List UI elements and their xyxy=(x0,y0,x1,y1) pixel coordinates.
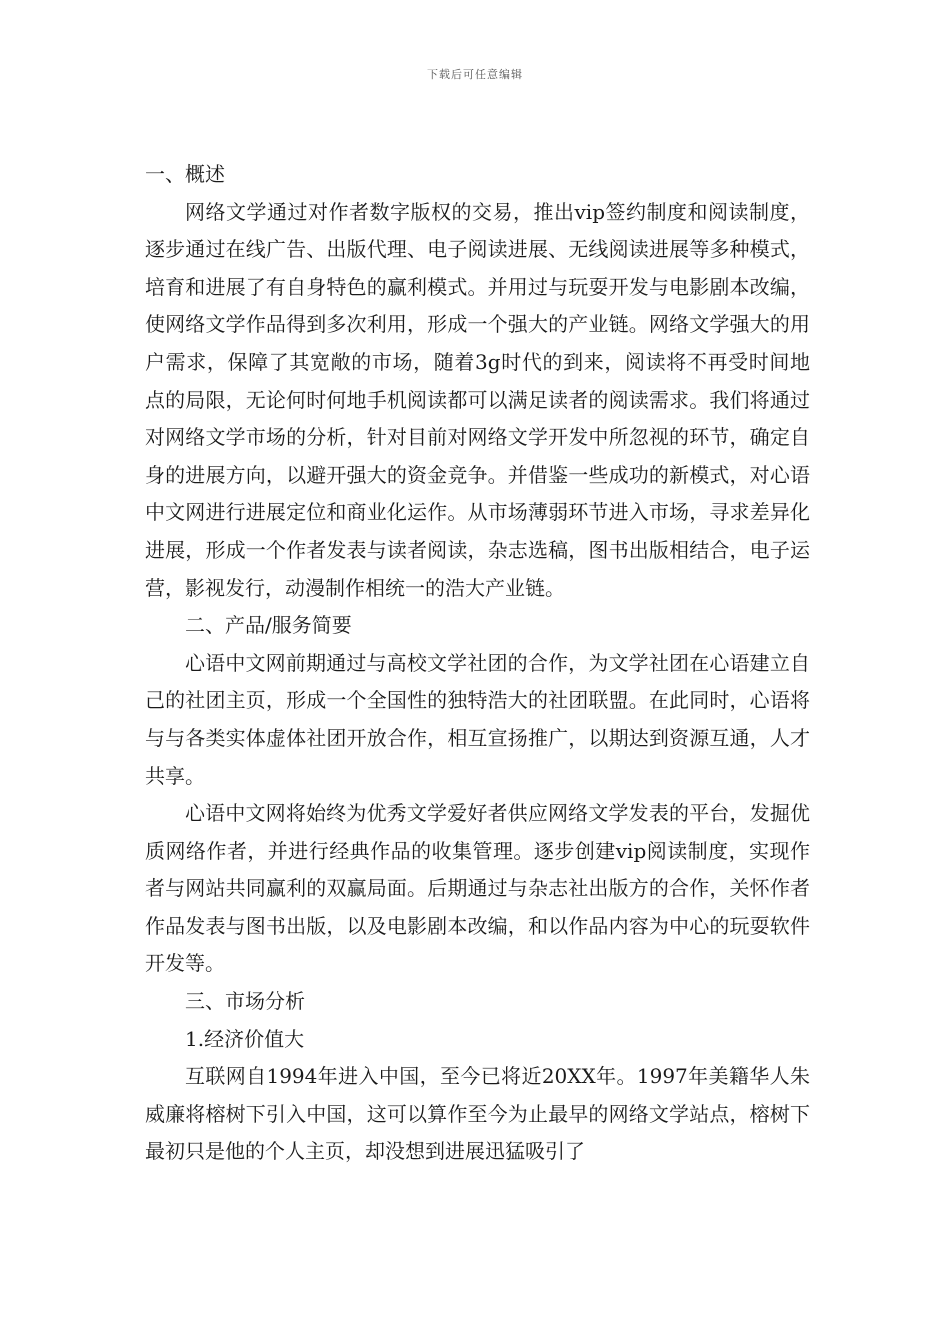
section-heading-market: 三、市场分析 xyxy=(185,989,305,1014)
paragraph-market-1: 互联网自1994年进入中国，至今已将近20XX年。1997年美籍华人朱威廉将榕树下引入中国，这可以算作至今为止最早的网络文学站点，榕树下最初只是他的个人主页，却没想到进展迅猛吸引了 xyxy=(145,1064,810,1164)
paragraph-product-1: 心语中文网前期通过与高校文学社团的合作，为文学社团在心语建立自己的社团主页，形成一个全国性的独特浩大的社团联盟。在此同时，心语将与与各类实体虚体社团开放合作，相互宣扬推广，以期达到资源互通，人才共享。 xyxy=(145,650,810,788)
document-body xyxy=(145,156,810,1171)
section-heading-product: 二、产品/服务简要 xyxy=(185,613,352,638)
paragraph-overview: 网络文学通过对作者数字版权的交易，推出vip签约制度和阅读制度，逐步通过在线广告、出版代理、电子阅读进展、无线阅读进展等多种模式，培育和进展了有自身特色的赢利模式。并用过与玩耍开发与电影剧本改编，使网络文学作品得到多次利用，形成一个强大的产业链。网络文学强大的用户需求，保障了其宽敞的市场，随着3g时代的到来，阅读将不再受时间地点的局限，无论何时何地手机阅读都可以满足读者的阅读需求。我们将通过对网络文学市场的分析，针对目前对网络文学开发中所忽视的环节，确定自身的进展方向，以避开强大的资金竞争。并借鉴一些成功的新模式，对心语中文网进行进展定位和商业化运作。从市场薄弱环节进入市场，寻求差异化进展，形成一个作者发表与读者阅读，杂志选稿，图书出版相结合，电子运营，影视发行，动漫制作相统一的浩大产业链。 xyxy=(145,199,810,600)
section-heading-overview: 一、概述 xyxy=(145,162,225,186)
paragraph-product-2: 心语中文网将始终为优秀文学爱好者供应网络文学发表的平台，发掘优质网络作者，并进行经典作品的收集管理。逐步创建vip阅读制度，实现作者与网站共同赢利的双赢局面。后期通过与杂志社出版方的合作，关怀作者作品发表与图书出版，以及电影剧本改编，和以作品内容为中心的玩耍软件开发等。 xyxy=(145,801,810,976)
page-header-note: 下载后可任意编辑 xyxy=(427,68,523,81)
subheading-economic-value: 1.经济价值大 xyxy=(185,1026,305,1051)
